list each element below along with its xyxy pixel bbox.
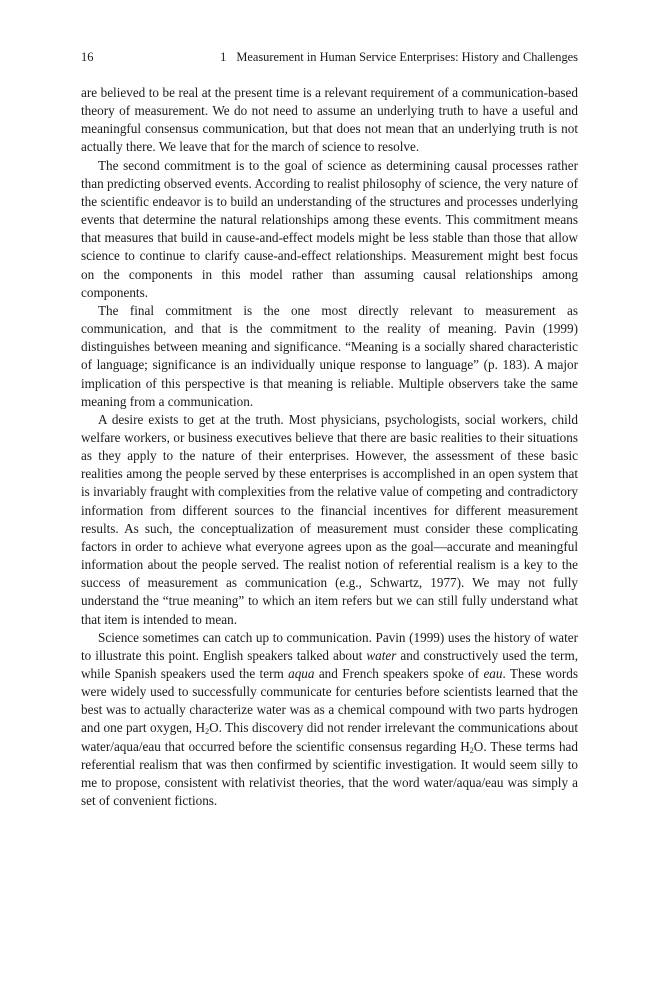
running-header (81, 50, 578, 65)
book-page (81, 50, 578, 810)
chapter-title: Measurement in Human Service Enterprises: History and Challenges (236, 50, 578, 64)
paragraph-5-text-5: O. This discovery did not render irrelevant the communications about water/aqua/eau that occurred before the scientific consensus regarding H (81, 720, 578, 754)
paragraph-5 (81, 629, 578, 811)
body-text (81, 84, 578, 810)
chapter-number: 1 (220, 50, 227, 64)
term-water: water (366, 647, 397, 663)
page-number: 16 (81, 50, 94, 64)
subscript-2: 2 (205, 727, 210, 737)
term-eau: eau (483, 666, 503, 681)
chapter-running-title (220, 50, 578, 65)
paragraph-1: are believed to be real at the present time is a relevant requirement of a communication-based theory of measurement. We do not need to assume an underlying truth to have a useful and meaningful consensus communication, but that does not mean that an underlying truth is not actually there. We leave that for the march of science to resolve. (81, 85, 578, 155)
paragraph-2: The second commitment is to the goal of science as determining causal processes rather than predicting observed events. According to realist philosophy of science, the very nature of the scientific endeavor is to build an understanding of the structures and processes underlying events that determine the natural relationships among these events. This commitment means that measures that build in cause-and-effect models might be less stable than those that allow science to continue to clarify cause-and-effect relationships. Measurement might best focus on the components in this model rather than assuming causal relationships among components. (81, 157, 578, 300)
paragraph-5-text-1: Science sometimes can catch up to communication. Pavin (1999) uses the history of water to illustrate this point. English speakers talked about (81, 629, 578, 663)
paragraph-5-text-3: and French speakers spoke of (314, 666, 484, 681)
paragraph-5-text-2: and constructively used the term, while Spanish speakers used the term (81, 647, 578, 681)
paragraph-3: The final commitment is the one most directly relevant to measurement as communication, and that is the commitment to the reality of meaning. Pavin (1999) distinguishes between meaning and significance. “Meaning is a socially shared characteristic of language; significance is an individually unique response to language” (p. 183). A major implication of this perspective is that meaning is reliable. Multiple observers take the same meaning from a communication. (81, 302, 578, 409)
paragraph-5-text-4: . These words were widely used to successfully communicate for centuries before scientists learned that the best was to actually characterize water was as a chemical compound with two parts hydrogen and one part oxygen, H (81, 666, 579, 736)
paragraph-4: A desire exists to get at the truth. Most physicians, psychologists, social workers, child welfare workers, or business executives believe that there are basic realities to their situations as they apply to the nature of their enterprises. However, the assessment of these basic realities among the people served by these enterprises is accomplished in an open system that is invariably fraught with complexities from the relative value of competing and contradictory information from different sources to the financial incentives for different measurement results. As such, the conceptualization of measurement must consider these complicating factors in order to achieve what everyone agrees upon as the goal—accurate and meaningful information about the people served. The realist notion of referential realism is a key to the success of measurement as communication (e.g., Schwartz, 1977). We may not fully understand the “true meaning” to which an item refers but we can still fully understand what that item is intended to mean. (81, 411, 578, 627)
subscript-2: 2 (469, 745, 474, 755)
paragraph-5-text-6: O. These terms had referential realism that was then confirmed by scientific investigation. It would seem silly to me to propose, consistent with relativist theories, that the word water/aqua/eau was simply a set of convenient fictions. (81, 738, 578, 809)
term-aqua: aqua (288, 666, 315, 681)
